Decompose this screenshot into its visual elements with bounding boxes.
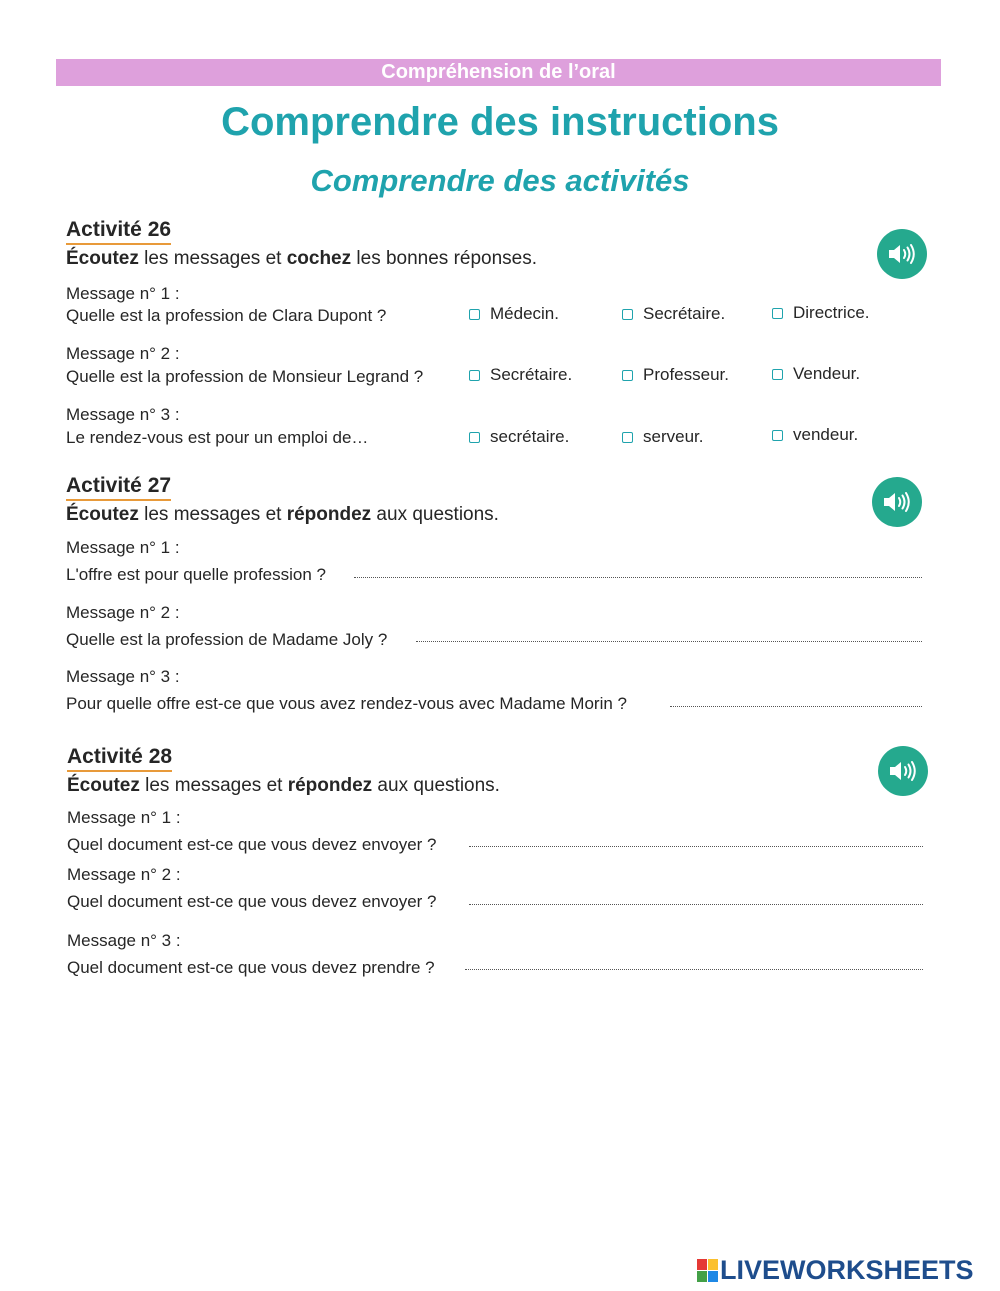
activity-28-message-1-label: Message n° 1 : <box>67 808 181 827</box>
speaker-icon <box>888 760 918 782</box>
instruction-verb: Écoutez <box>67 775 140 796</box>
activity-28-title: Activité 28 <box>67 745 172 772</box>
option-label: secrétaire. <box>490 427 570 446</box>
activity-28-instruction <box>67 774 500 798</box>
speaker-icon <box>882 491 912 513</box>
activity-26-message-1-label: Message n° 1 : <box>66 284 180 303</box>
activity-27-instruction <box>66 503 499 527</box>
activity-28-message-3-label: Message n° 3 : <box>67 931 181 950</box>
instruction-text: aux questions. <box>372 775 500 796</box>
activity-28-message-2-label: Message n° 2 : <box>67 865 181 884</box>
activity-26-message-1-question: Quelle est la profession de Clara Dupont ? <box>66 306 387 325</box>
activity-27-answer-line-1[interactable] <box>354 577 922 578</box>
option-label: Secrétaire. <box>490 365 573 384</box>
activity-27-message-3-label: Message n° 3 : <box>66 667 180 686</box>
speaker-icon <box>887 243 917 265</box>
activity-26-m3-option-2[interactable] <box>622 426 703 448</box>
checkbox[interactable] <box>622 432 633 443</box>
logo-grid-icon <box>697 1259 718 1282</box>
checkbox[interactable] <box>622 370 633 381</box>
activity-26-message-2-question: Quelle est la profession de Monsieur Legrand ? <box>66 367 424 386</box>
activity-28-message-1-question: Quel document est-ce que vous devez envoyer ? <box>67 835 437 854</box>
brand-name: LIVEWORKSHEETS <box>720 1254 974 1285</box>
activity-26-m2-option-3[interactable] <box>772 363 860 385</box>
instruction-verb: cochez <box>286 248 352 269</box>
option-label: Secrétaire. <box>643 304 726 323</box>
instruction-text: les messages et <box>139 775 288 796</box>
liveworksheets-logo <box>697 1254 974 1286</box>
checkbox[interactable] <box>469 370 480 381</box>
instruction-verb: Écoutez <box>66 504 139 525</box>
instruction-verb: répondez <box>286 504 372 525</box>
activity-27-answer-line-3[interactable] <box>670 706 922 707</box>
activity-27-message-1-label: Message n° 1 : <box>66 538 180 557</box>
audio-play-button-26[interactable] <box>877 229 927 279</box>
activity-26-instruction <box>66 247 537 271</box>
instruction-verb: Écoutez <box>66 248 139 269</box>
activity-26-m1-option-1[interactable] <box>469 303 559 325</box>
instruction-text: aux questions. <box>371 504 499 525</box>
activity-28-answer-line-3[interactable] <box>465 969 923 970</box>
checkbox[interactable] <box>469 432 480 443</box>
audio-play-button-27[interactable] <box>872 477 922 527</box>
option-label: Médecin. <box>490 304 559 323</box>
option-label: vendeur. <box>793 425 859 444</box>
checkbox[interactable] <box>772 369 783 380</box>
instruction-text: les bonnes réponses. <box>351 248 538 269</box>
checkbox[interactable] <box>772 308 783 319</box>
activity-28-message-2-question: Quel document est-ce que vous devez envoyer ? <box>67 892 437 911</box>
audio-play-button-28[interactable] <box>878 746 928 796</box>
activity-28-answer-line-2[interactable] <box>469 904 923 905</box>
instruction-text: les messages et <box>138 248 287 269</box>
activity-27-message-3-question: Pour quelle offre est-ce que vous avez rendez-vous avec Madame Morin ? <box>66 694 627 713</box>
checkbox[interactable] <box>622 309 633 320</box>
activity-26-m3-option-1[interactable] <box>469 426 569 448</box>
activity-26-m2-option-1[interactable] <box>469 364 572 386</box>
activity-27-message-2-label: Message n° 2 : <box>66 603 180 622</box>
option-label: Directrice. <box>793 303 870 322</box>
checkbox[interactable] <box>469 309 480 320</box>
instruction-verb: répondez <box>287 775 373 796</box>
activity-26-message-3-label: Message n° 3 : <box>66 405 180 424</box>
activity-26-message-2-label: Message n° 2 : <box>66 344 180 363</box>
activity-26-message-3-question: Le rendez-vous est pour un emploi de… <box>66 428 369 447</box>
option-label: Vendeur. <box>793 364 861 383</box>
activity-26-m1-option-2[interactable] <box>622 303 725 325</box>
activity-28-message-3-question: Quel document est-ce que vous devez prendre ? <box>67 958 435 977</box>
activity-26-m2-option-2[interactable] <box>622 364 729 386</box>
page-title: Comprendre des instructions <box>221 100 779 144</box>
instruction-text: les messages et <box>138 504 287 525</box>
page-subtitle: Comprendre des activités <box>310 163 690 198</box>
option-label: serveur. <box>643 427 704 446</box>
activity-27-message-2-question: Quelle est la profession de Madame Joly ? <box>66 630 388 649</box>
activity-26-m3-option-3[interactable] <box>772 424 858 446</box>
activity-28-answer-line-1[interactable] <box>469 846 923 847</box>
activity-27-title: Activité 27 <box>66 474 171 501</box>
option-label: Professeur. <box>643 365 729 384</box>
checkbox[interactable] <box>772 430 783 441</box>
activity-27-message-1-question: L'offre est pour quelle profession ? <box>66 565 326 584</box>
activity-27-answer-line-2[interactable] <box>416 641 922 642</box>
section-banner: Compréhension de l’oral <box>56 59 941 86</box>
activity-26-title: Activité 26 <box>66 218 171 245</box>
activity-26-m1-option-3[interactable] <box>772 302 870 324</box>
